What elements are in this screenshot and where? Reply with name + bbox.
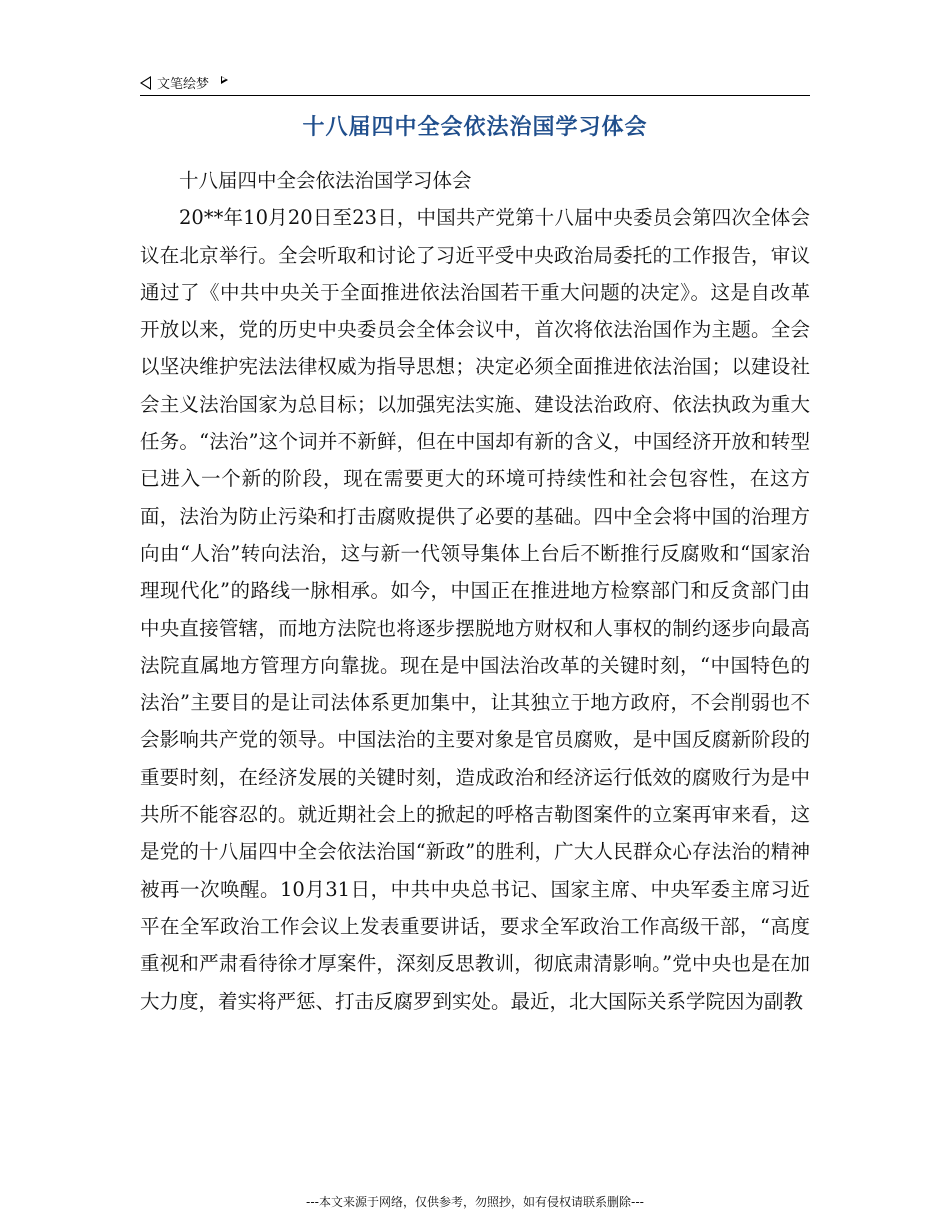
triangle-right-icon	[221, 76, 228, 84]
page-footer-disclaimer: ---本文来源于网络，仅供参考，勿照抄，如有侵权请联系删除---	[306, 1195, 644, 1209]
brand-name: 文笔绘梦	[157, 77, 210, 92]
document-body	[140, 162, 810, 1020]
triangle-left-icon	[140, 76, 151, 90]
body-paragraph: 20**年10月20日至23日，中国共产党第十八届中央委员会第四次全体会议在北京举行。全会听取和讨论了习近平受中央政治局委托的工作报告，审议通过了《中共中央关于全面推进依法治国若干重大问题的决定》。这是自改革开放以来，党的历史中央委员会全体会议中，首次将依法治国作为主题。全会以坚决维护宪法法律权威为指导思想；决定必须全面推进依法治国；以建设社会主义法治国家为总目标；以加强宪法实施、建设法治政府、依法执政为重大任务。“法治”这个词并不新鲜，但在中国却有新的含义，中国经济开放和转型已进入一个新的阶段，现在需要更大的环境可持续性和社会包容性，在这方面，法治为防止污染和打击腐败提供了必要的基础。四中全会将中国的治理方向由“人治”转向法治，这与新一代领导集体上台后不断推行反腐败和“国家治理现代化”的路线一脉相承。如今，中国正在推进地方检察部门和反贪部门由中央直接管辖，而地方法院也将逐步摆脱地方财权和人事权的制约逐步向最高法院直属地方管理方向靠拢。现在是中国法治改革的关键时刻，“中国特色的法治”主要目的是让司法体系更加集中，让其独立于地方政府，不会削弱也不会影响共产党的领导。中国法治的主要对象是官员腐败，是中国反腐新阶段的重要时刻，在经济发展的关键时刻，造成政治和经济运行低效的腐败行为是中共所不能容忍的。就近期社会上的掀起的呼格吉勒图案件的立案再审来看，这是党的十八届四中全会依法治国“新政”的胜利，广大人民群众心存法治的精神被再一次唤醒。10月31日，中共中央总书记、国家主席、中央军委主席习近平在全军政治工作会议上发表重要讲话，要求全军政治工作高级干部，“高度重视和严肃看待徐才厚案件，深刻反思教训，彻底肃清影响。”党中央也是在加大力度，着实将严惩、打击反腐罗到实处。最近，北大国际关系学院因为副教	[140, 206, 810, 1013]
brand-logo	[140, 73, 228, 92]
page-header	[140, 70, 810, 96]
document-title: 十八届四中全会依法治国学习体会	[302, 114, 648, 140]
body-subtitle: 十八届四中全会依法治国学习体会	[179, 169, 472, 192]
